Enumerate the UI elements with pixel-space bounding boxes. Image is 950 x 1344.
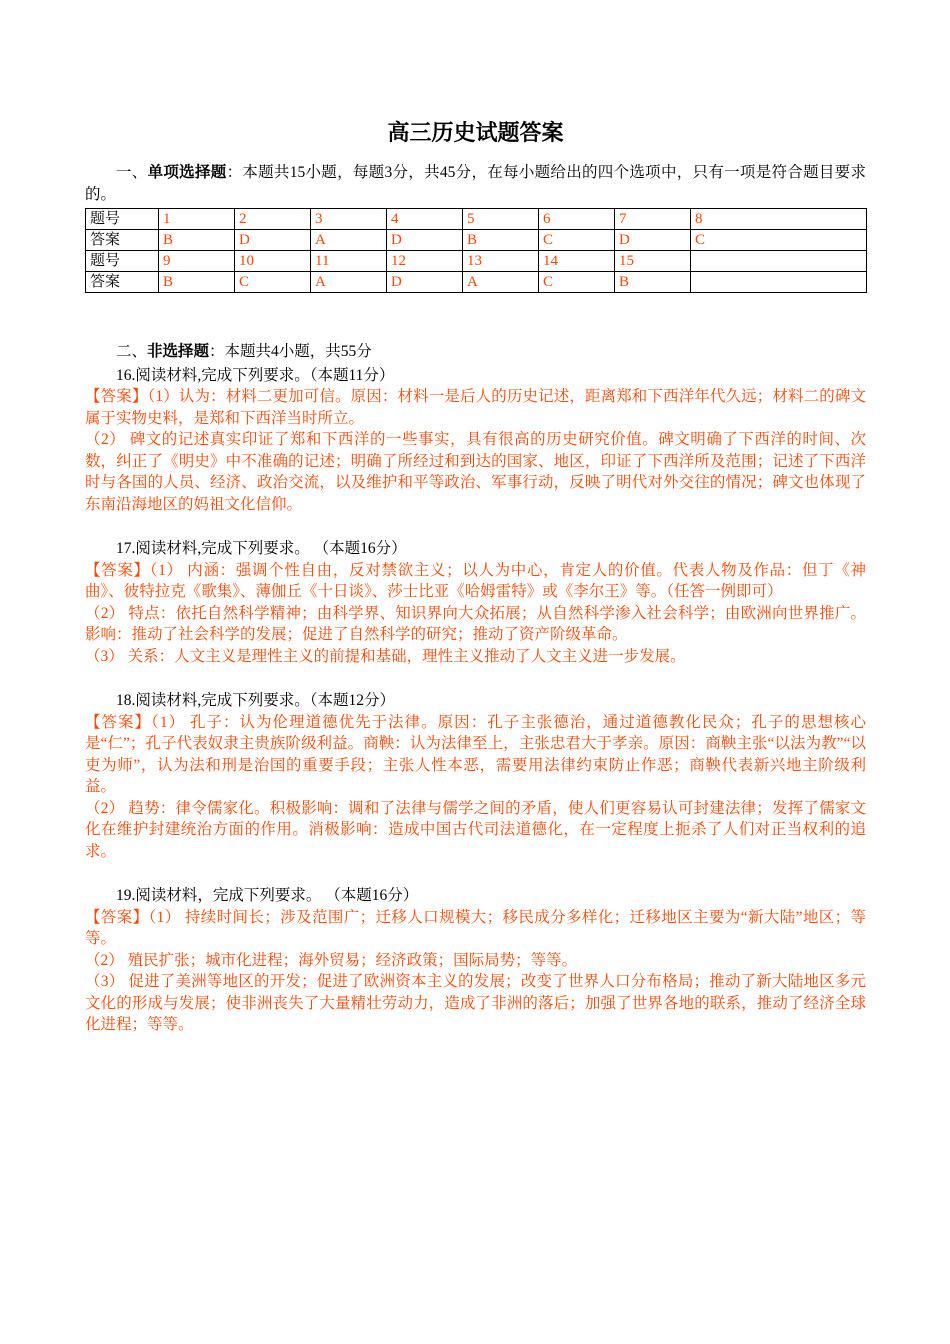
- question-16: [85, 365, 866, 516]
- table-cell: 6: [539, 209, 615, 230]
- question-19-answer-2: （2） 殖民扩张；城市化进程；海外贸易；经济政策；国际局势；等等。: [85, 951, 578, 969]
- table-cell: 7: [615, 209, 691, 230]
- table-cell: B: [615, 272, 691, 293]
- table-cell: C: [539, 272, 615, 293]
- table-cell: D: [387, 272, 463, 293]
- question-18-stem: 18.阅读材料,完成下列要求。（本题12分）: [116, 692, 396, 709]
- question-17-answer-2: （2） 特点：依托自然科学精神；由科学界、知识界向大众拓展；从自然科学渗入社会科学；由欧洲向世界推广。影响：推动了社会科学的发展；促进了自然科学的研究；推动了资产阶级革命。: [85, 604, 866, 643]
- table-cell: 10: [235, 251, 311, 272]
- table-cell: 12: [387, 251, 463, 272]
- page-title: 高三历史试题答案: [387, 120, 564, 145]
- question-19: [85, 885, 866, 1036]
- table-cell: D: [235, 230, 311, 251]
- table-cell: 4: [387, 209, 463, 230]
- table-cell: 5: [463, 209, 539, 230]
- section2-prefix: 二、: [116, 343, 148, 360]
- table-cell: C: [691, 230, 867, 251]
- table-cell: B: [159, 272, 235, 293]
- question-17: [85, 538, 866, 667]
- table-cell: A: [311, 272, 387, 293]
- table-cell: 14: [539, 251, 615, 272]
- table-row: [86, 272, 867, 293]
- question-16-answer-2: （2） 碑文的记述真实印证了郑和下西洋的一些事实，具有很高的历史研究价值。碑文明确了下西洋的时间、次数，纠正了《明史》中不准确的记述；明确了所经过和到达的国家、地区，印证了下西洋所及范围；记述了下西洋时与各国的人员、经济、政治交流，以及维护和平等政治、军事行动，反映了明代对外交往的情况；碑文也体现了东南沿海地区的妈祖文化信仰。: [85, 431, 866, 513]
- question-19-answer-3: （3） 促进了美洲等地区的开发；促进了欧洲资本主义的发展；改变了世界人口分布格局；推动了新大陆地区多元文化的形成与发展；使非洲丧失了大量精壮劳动力，造成了非洲的落后；加强了世界各地的联系，推动了经济全球化进程；等等。: [85, 973, 866, 1033]
- question-18-answer-1: 【答案】（1） 孔子：认为伦理道德优先于法律。原因：孔子主张德治，通过道德教化民众；孔子的思想核心是“仁”；孔子代表奴隶主贵族阶级利益。商鞅：认为法律至上，主张忠君大于孝亲。原因：商鞅主张“以法为教”“以吏为师”，认为法和刑是治国的重要手段；主张人性本恶，需要用法律约束防止作恶；商鞅代表新兴地主阶级利益。: [85, 713, 866, 795]
- table-cell: A: [311, 230, 387, 251]
- table-cell: D: [387, 230, 463, 251]
- table-cell: D: [615, 230, 691, 251]
- table-cell: [691, 251, 867, 272]
- question-17-stem: 17.阅读材料,完成下列要求。 （本题16分）: [116, 540, 407, 557]
- table-cell: 11: [311, 251, 387, 272]
- table-cell: C: [235, 272, 311, 293]
- question-18-answer-2: （2） 趋势：律令儒家化。积极影响：调和了法律与儒学之间的矛盾，使人们更容易认可封建法律；发挥了儒家文化在维护封建统治方面的作用。消极影响：造成中国古代司法道德化，在一定程度上扼杀了人们对正当权利的追求。: [85, 799, 866, 860]
- section2-rest: ：本题共4小题，共55分: [209, 343, 372, 360]
- question-16-stem: 16.阅读材料,完成下列要求。（本题11分）: [116, 366, 395, 384]
- answer-table: [85, 208, 867, 293]
- question-18: [85, 690, 866, 862]
- table-cell: 1: [159, 209, 235, 230]
- table-cell: B: [159, 230, 235, 251]
- question-16-answer-1: 【答案】（1）认为：材料二更加可信。原因：材料一是后人的历史记述，距离郑和下西洋年代久远；材料二的碑文属于实物史料，是郑和下西洋当时所立。: [85, 388, 866, 427]
- question-19-stem: 19.阅读材料，完成下列要求。 （本题16分）: [116, 887, 419, 904]
- row-label: 题号: [86, 209, 159, 230]
- section1-label: 单项选择题: [147, 164, 227, 181]
- question-19-answer-1: 【答案】（1） 持续时间长；涉及范围广；迁移人口规模大；移民成分多样化；迁移地区主要为“新大陆”地区；等等。: [85, 908, 866, 947]
- table-cell: C: [539, 230, 615, 251]
- table-cell: 8: [691, 209, 867, 230]
- section1-rest: ：本题共15小题，每题3分，共45分，在每小题给出的四个选项中，只有一项是符合题目要求的。: [85, 164, 866, 203]
- table-cell: 3: [311, 209, 387, 230]
- table-cell: 15: [615, 251, 691, 272]
- row-label: 题号: [86, 251, 159, 272]
- section1-prefix: 一、: [116, 164, 148, 181]
- table-cell: B: [463, 230, 539, 251]
- table-row: [86, 209, 867, 230]
- section1-heading: [85, 162, 866, 205]
- table-cell: A: [463, 272, 539, 293]
- row-label: 答案: [86, 272, 159, 293]
- row-label: 答案: [86, 230, 159, 251]
- table-row: [86, 251, 867, 272]
- question-17-answer-1: 【答案】（1） 内涵：强调个性自由，反对禁欲主义；以人为中心，肯定人的价值。代表人物及作品：但丁《神曲》、彼特拉克《歌集》、薄伽丘《十日谈》、莎士比亚《哈姆雷特》或《李尔王》等。（任答一例即可）: [85, 561, 866, 600]
- question-17-answer-3: （3） 关系：人文主义是理性主义的前提和基础，理性主义推动了人文主义进一步发展。: [85, 647, 686, 665]
- table-cell: [691, 272, 867, 293]
- table-cell: 13: [463, 251, 539, 272]
- table-cell: 2: [235, 209, 311, 230]
- section2-label: 非选择题: [147, 343, 210, 360]
- section2-heading: [85, 341, 866, 363]
- table-cell: 9: [159, 251, 235, 272]
- table-row: [86, 230, 867, 251]
